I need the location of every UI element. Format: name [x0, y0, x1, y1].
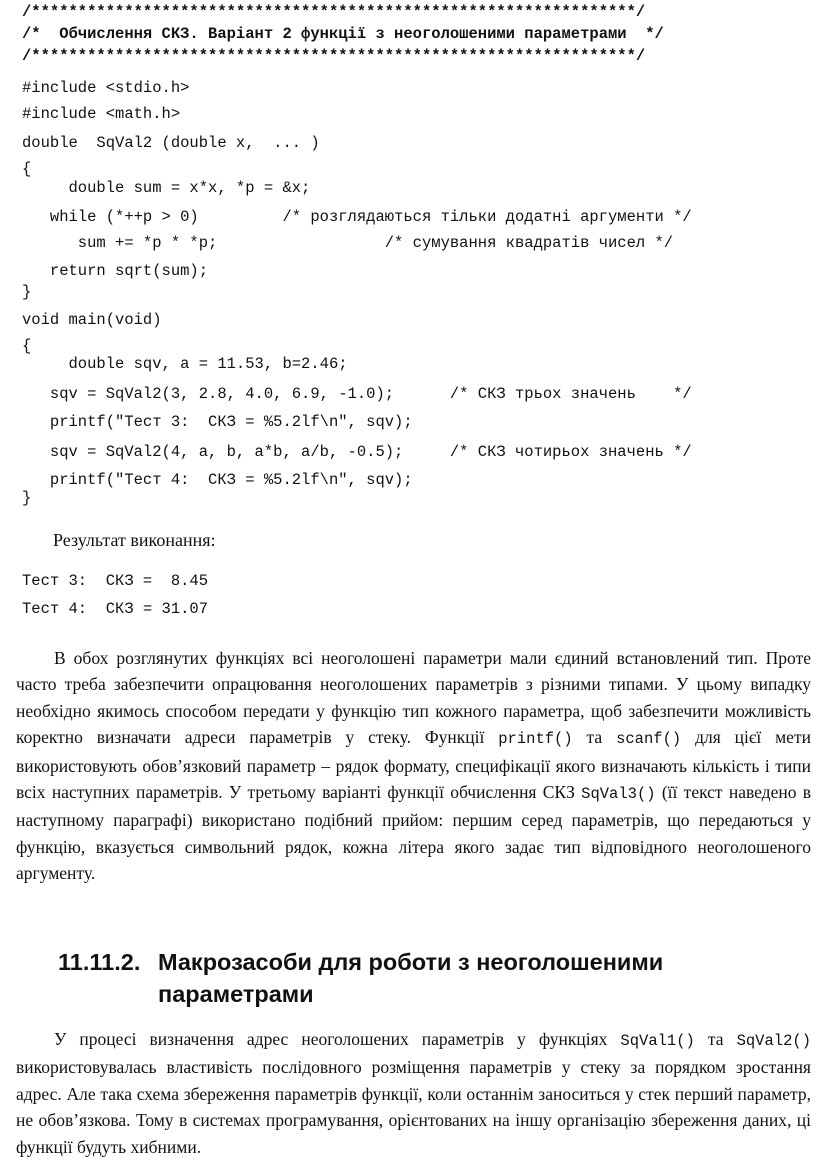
- paragraph-1-text-1: В обох розглянутих функціях всі неоголошені параметри мали єдиний встановлений тип. Проте часто треба забезпечити опрацювання неоголошених параметрів з різними типами. У цьому випадку необхідно якимось способом передати у функцію тип кожного параметра, щоб забезпечити можливість коректно визначати адреси параметрів у стеку. Функції: [16, 648, 811, 748]
- code-line-main-signature: void main(void): [22, 311, 162, 329]
- code-line-declaration: double sum = x*x, *p = &x;: [22, 179, 311, 197]
- body-paragraph-2: [16, 1026, 811, 1160]
- inline-code-sqval1: SqVal1(): [620, 1032, 695, 1050]
- code-line-call-4: sqv = SqVal2(4, a, b, a*b, a/b, -0.5); /* СКЗ чотирьох значень */: [22, 443, 692, 461]
- code-line-printf-4: printf("Тест 4: СКЗ = %5.2lf\n", sqv);: [22, 471, 413, 489]
- code-line-function-signature: double SqVal2 (double x, ... ): [22, 134, 320, 152]
- inline-code-sqval3: SqVal3(): [581, 785, 656, 804]
- code-line-open-brace: {: [22, 160, 32, 178]
- code-line-return: return sqrt(sum);: [22, 262, 209, 280]
- paragraph-2-text-3: використовувалась властивість послідовного розміщення параметрів у стеку за порядком зростання адрес. Але така схема збереження параметрів функції, коли останнім заноситься у стек перший параметр, не обов’язкова. Тому в системах програмування, орієнтованих на іншу організацію збереження даних, ці функції будуть хибними.: [16, 1057, 811, 1157]
- code-line-main-open-brace: {: [22, 337, 32, 355]
- code-listing: [0, 0, 828, 507]
- code-line-comment-title: /* Обчислення СКЗ. Варіант 2 функції з неоголошеними параметрами */: [22, 25, 664, 43]
- inline-code-scanf: scanf(): [616, 730, 682, 749]
- paragraph-2-text-2: та: [694, 1029, 737, 1049]
- result-caption: Результат виконання:: [53, 530, 216, 550]
- code-line-main-close-brace: }: [22, 489, 32, 507]
- body-paragraph-1: [16, 645, 811, 887]
- code-line-while: while (*++p > 0) /* розглядаються тільки додатні аргументи */: [22, 208, 692, 226]
- code-line-main-declaration: double sqv, a = 11.53, b=2.46;: [22, 355, 348, 373]
- paragraph-2-text-1: У процесі визначення адрес неоголошених параметрів у функціях: [54, 1029, 621, 1049]
- code-line-printf-3: printf("Тест 3: СКЗ = %5.2lf\n", sqv);: [22, 413, 413, 431]
- code-line-include-stdio: #include <stdio.h>: [22, 79, 190, 97]
- paragraph-1-text-4: (її текст наведено в наступному параграфі) використано подібний прийом: першим серед параметрів, що передаються у функцію, вказується символьний рядок, кожна літера якого задає тип відповідного неоголошеного аргументу.: [16, 782, 812, 884]
- code-line-comment-border-bottom: /*****************************************************************/: [22, 47, 646, 65]
- code-line-include-math: #include <math.h>: [22, 105, 181, 123]
- code-line-close-brace: }: [22, 283, 32, 301]
- inline-code-sqval2: SqVal2(): [736, 1032, 811, 1050]
- paragraph-1-text-2: та: [572, 727, 617, 748]
- code-line-sum: sum += *p * *p; /* сумування квадратів чисел */: [22, 234, 674, 252]
- code-line-call-3: sqv = SqVal2(3, 2.8, 4.0, 6.9, -1.0); /* СКЗ трьох значень */: [22, 385, 692, 403]
- output-line-test-3: Тест 3: СКЗ = 8.45: [22, 572, 209, 590]
- paragraph-1-text-3: для цієї мети використовують обов’язковий параметр – рядок формату, специфікації якого визначають кількість і типи всіх наступних параметрів. У третьому варіанті функції обчислення СКЗ: [16, 727, 811, 803]
- inline-code-printf: printf(): [498, 730, 573, 749]
- code-line-comment-border-top: /*****************************************************************/: [22, 3, 646, 21]
- output-line-test-4: Тест 4: СКЗ = 31.07: [22, 600, 209, 618]
- section-title: Макрозасоби для роботи з неоголошеними параметрами: [158, 949, 664, 1007]
- section-number: 11.11.2.: [58, 949, 141, 975]
